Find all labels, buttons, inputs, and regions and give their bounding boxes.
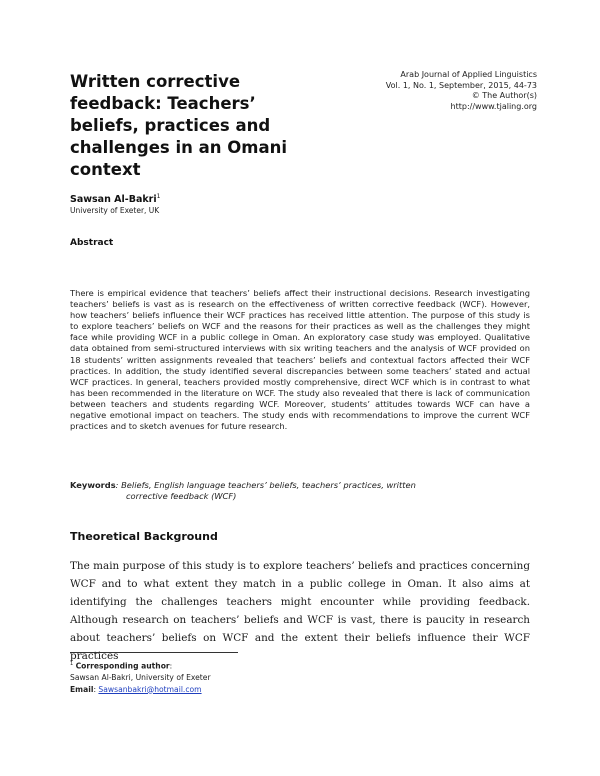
footnote-divider [70,652,238,653]
title-line: beliefs, practices and [70,116,271,135]
footnote-label: Corresponding author [75,661,170,671]
abstract-text: There is empirical evidence that teachers’ beliefs affect their instructional decisions. Research investigating teachers’ beliefs is vast as is research on the effectiveness of written corrective feedback (WCF). However, how teachers’ beliefs influence their WCF practices has received little attention. The purpose of this study is to explore teachers’ beliefs on WCF and the reasons for their practices as well as the challenges they might face while providing WCF in a public college in Oman. An exploratory case study was employed. Qualitative data obtained from semi-structured interviews with six writing teachers and the analysis of WCF provided on 18 students’ written assignments revealed that teachers’ beliefs and contextual factors affected their WCF practices. In addition, the study identified several discrepancies between some teachers’ stated and actual WCF practices. In general, teachers provided mostly comprehensive, direct WCF which is in contrast to what has been recommended in the literature on WCF. The study also revealed that there is lack of communication between teachers and students regarding WCF. Moreover, students’ attitudes towards WCF can have a negative emotional impact on teachers. The study ends with recommendations to improve the current WCF practices and to sketch avenues for future research. [70,288,530,432]
keywords-continuation: corrective feedback (WCF) [126,491,237,501]
email-label: Email [70,684,94,694]
keywords [70,480,530,502]
author-name [70,193,160,205]
author-affiliation: University of Exeter, UK [70,206,160,215]
keywords-label: Keywords [70,480,116,490]
footnote-email-line [70,684,211,696]
journal-name: Arab Journal of Applied Linguistics [400,70,537,79]
title-line: context [70,160,141,179]
footnote [70,659,211,695]
author-name-text: Sawsan Al-Bakri [70,194,157,206]
footnote-label-suffix: : [169,661,173,671]
section-heading: Theoretical Background [70,530,218,543]
article-title [70,71,330,181]
footnote-marker: 1 [70,661,74,667]
journal-url[interactable]: http://www.tjaling.org [450,101,537,111]
section-body-text: The main purpose of this study is to explore teachers’ beliefs and practices concerning WCF and to what extent they match in a public college in Oman. It also aims at identifying the challenges teachers might encounter while providing feedback. Although research on teachers’ beliefs and WCF is vast, there is paucity in research about teachers’ beliefs on WCF and the extent their beliefs influence their WCF practices [70,560,530,662]
title-line: feedback: Teachers’ [70,94,256,113]
journal-info [307,70,537,112]
email-link[interactable]: Sawsanbakri@hotmail.com [98,684,202,694]
title-line: Written corrective [70,72,241,91]
footnote-line-1 [70,659,211,672]
journal-copyright: © The Author(s) [471,91,537,100]
journal-issue: Vol. 1, No. 1, September, 2015, 44-73 [385,80,537,90]
email-separator: : [93,684,99,694]
footnote-name-line: Sawsan Al-Bakri, University of Exeter [70,673,211,683]
keywords-text: : Beliefs, English language teachers’ beliefs, teachers’ practices, written [115,480,416,490]
abstract-heading: Abstract [70,238,114,248]
title-line: challenges in an Omani [70,138,288,157]
author-footnote-marker[interactable]: 1 [156,193,161,200]
